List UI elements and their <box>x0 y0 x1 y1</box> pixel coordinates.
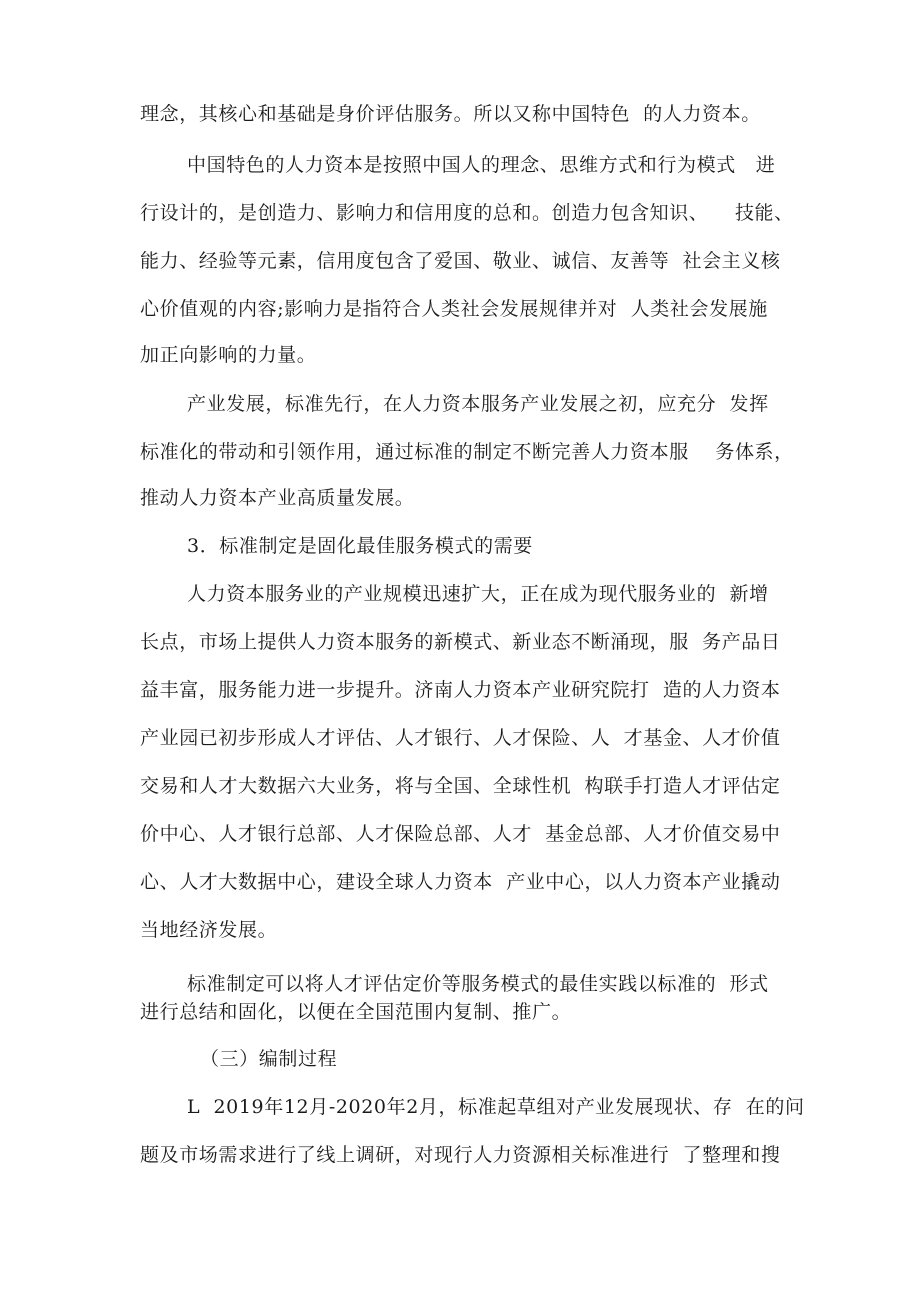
section-subheading: 3．标准制定是固化最佳服务模式的需要 <box>187 535 533 557</box>
paragraph-line: 进行总结和固化，以便在全国范围内复制、推广。 <box>140 1001 572 1023</box>
paragraph-line: 心、人才大数据中心，建设全球人力资本 产业中心，以人力资本产业撬动 <box>140 871 781 893</box>
paragraph-line: 产业园已初步形成人才评估、人才银行、人才保险、人 才基金、人才价值 <box>140 727 781 749</box>
paragraph-line: 题及市场需求进行了线上调研，对现行人力资源相关标准进行 了整理和搜 <box>140 1144 781 1166</box>
paragraph-line: 长点，市场上提供人力资本服务的新模式、新业态不断涌现，服 务产品日 <box>140 631 781 653</box>
paragraph-line: 价中心、人才银行总部、人才保险总部、人才 基金总部、人才价值交易中 <box>140 823 781 845</box>
paragraph-line: L 2019年12月-2020年2月，标准起草组对产业发展现状、存 在的问 <box>187 1096 805 1118</box>
paragraph-line: 标准化的带动和引领作用，通过标准的制定不断完善人力资本服 务体系， <box>140 441 794 463</box>
section-heading: （三）编制过程 <box>200 1048 338 1070</box>
paragraph-line: 理念，其核心和基础是身价评估服务。所以又称中国特色 的人力资本。 <box>140 103 761 125</box>
paragraph-line: 加正向影响的力量。 <box>140 344 317 366</box>
paragraph-line: 人力资本服务业的产业规模迅速扩大，正在成为现代服务业的 新增 <box>187 583 769 605</box>
paragraph-line: 标准制定可以将人才评估定价等服务模式的最佳实践以标准的 形式 <box>187 973 769 995</box>
paragraph-line: 心价值观的内容;影响力是指符合人类社会发展规律并对 人类社会发展施 <box>140 298 768 320</box>
paragraph-line: 产业发展，标准先行，在人力资本服务产业发展之初，应充分 发挥 <box>187 393 769 415</box>
paragraph-line: 中国特色的人力资本是按照中国人的理念、思维方式和行为模式 进 <box>187 154 776 176</box>
paragraph-line: 能力、经验等元素，信用度包含了爱国、敬业、诚信、友善等 社会主义核 <box>140 250 781 272</box>
paragraph-line: 行设计的，是创造力、影响力和信用度的总和。创造力包含知识、 技能、 <box>140 202 794 224</box>
paragraph-line: 当地经济发展。 <box>140 919 278 941</box>
paragraph-line: 推动人力资本产业高质量发展。 <box>140 487 415 509</box>
paragraph-line: 交易和人才大数据六大业务，将与全国、全球性机 构联手打造人才评估定 <box>140 775 781 797</box>
paragraph-line: 益丰富，服务能力进一步提升。济南人力资本产业研究院打 造的人力资本 <box>140 679 781 701</box>
